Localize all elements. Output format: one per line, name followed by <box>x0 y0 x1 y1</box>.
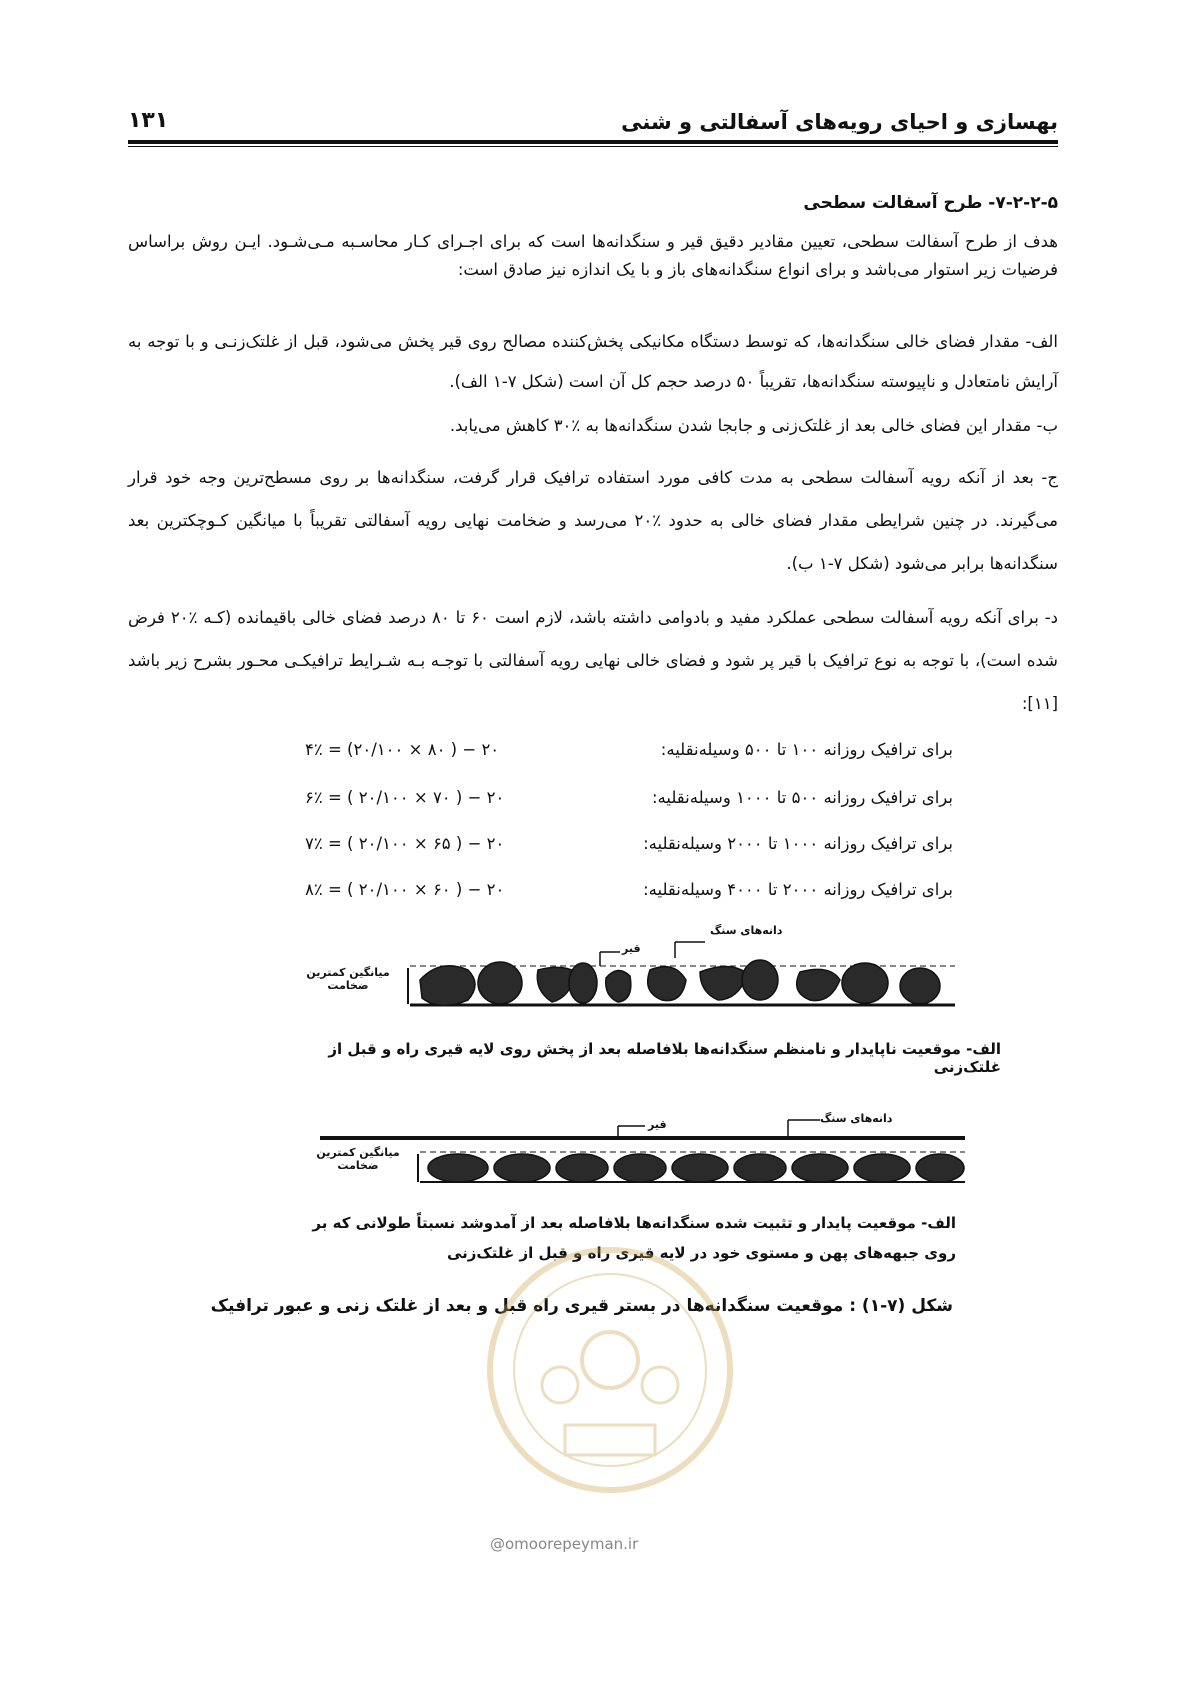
paragraph-text: الف- مقدار فضای خالی سنگدانه‌ها، که توسط دستگاه مکانیکی پخش‌کننده مصالح روی قیر پخش می‌شود، قبل از غلتک‌زنـی و با توجه به آرایش نامتعادل و ناپیوسته سنگدانه‌ها، تقریباً ۵۰ درصد حجم کل آن است (شکل ۷-۱ الف). <box>128 332 1058 391</box>
stone <box>556 1154 608 1182</box>
traffic-row-label: برای ترافیک روزانه ۵۰۰ تا ۱۰۰۰ وسیله‌نقلیه: <box>651 788 953 807</box>
stone <box>672 1154 728 1182</box>
stone <box>797 969 840 1000</box>
running-title: بهسازی و احیای رویه‌های آسفالتی و شنی <box>621 110 1058 134</box>
traffic-row-formula: ۲۰ − ( ۶۰ × ۲۰/۱۰۰ ) = ۸٪ <box>305 880 505 899</box>
stone <box>428 1154 488 1182</box>
gear-icon <box>582 1332 638 1388</box>
traffic-row-label: برای ترافیک روزانه ۱۰۰ تا ۵۰۰ وسیله‌نقلیه: <box>660 740 953 759</box>
figure-b-label-stones: دانه‌های سنگ <box>820 1112 893 1125</box>
paragraph-alef <box>128 322 1058 402</box>
figure-title: شکل (۷-۱) : موقعیت سنگدانه‌ها در بستر قیری راه قبل و بعد از غلتک زنی و عبور ترافیک <box>210 1296 953 1316</box>
stone <box>734 1154 786 1182</box>
stone <box>916 1154 964 1182</box>
paragraph-dal <box>128 596 1058 725</box>
stone <box>648 967 686 1001</box>
watermark-text: @omoorepeyman.ir <box>490 1535 639 1553</box>
page-number: ۱۳۱ <box>128 108 169 133</box>
stone <box>700 966 748 1000</box>
figure-a-caption: الف- موقعیت ناپایدار و نامنظم سنگدانه‌ها بلافاصله بعد از پخش روی لایه قیری راه و قبل از غلتک‌زنی <box>328 1040 1001 1076</box>
watermark-seal <box>480 1240 740 1500</box>
figure-a-label-stones: دانه‌های سنگ <box>710 924 783 937</box>
figure-b-caption: الف- موقعیت پایدار و تثبیت شده سنگدانه‌ها بلافاصله بعد از آمدوشد نسبتاً طولانی که بر روی جبهه‌های پهن و مستوی خود در لایه قیری راه و قبل از غلتک‌زنی <box>312 1214 956 1262</box>
header-rule <box>128 140 1058 144</box>
stone <box>614 1154 666 1182</box>
traffic-row-formula: ۲۰ − ( ۷۰ × ۲۰/۱۰۰ ) = ۶٪ <box>305 788 505 807</box>
traffic-row-label: برای ترافیک روزانه ۲۰۰۰ تا ۴۰۰۰ وسیله‌نقلیه: <box>643 880 953 899</box>
paragraph-text: ب- مقدار این فضای خالی بعد از غلتک‌زنی و جابجا شدن سنگدانه‌ها به ٪۳۰ کاهش می‌یابد. <box>449 416 1058 435</box>
seal-ring <box>514 1274 706 1466</box>
paragraph-text: د- برای آنکه رویه آسفالت سطحی عملکرد مفید و بادوامی داشته باشد، لازم است ۶۰ تا ۸۰ درصد فضای خالی باقیمانده (کـه ٪۲۰ فرض شده است)، با توجه به نوع ترافیک با قیر پر شود و فضای خالی نهایی رویه آسفالتی با توجـه بـه شـرایط ترافیکـی محـور بشرح زیر باشد [۱۱]: <box>128 608 1059 713</box>
stone <box>742 960 778 1000</box>
paragraph-text: ج- بعد از آنکه رویه آسفالت سطحی به مدت کافی مورد استفاده ترافیک قرار گرفت، سنگدانه‌ها بر روی مسطح‌ترین وجه خود قرار می‌گیرند. در چنین شرایطی مقدار فضای خالی به حدود ٪۲۰ می‌رسد و ضخامت نهایی رویه آسفالتی تقریباً با میانگین کـوچکترین بعد سنگدانه‌ها برابر می‌شود (شکل ۷-۱ ب). <box>128 468 1058 573</box>
section-heading: ۷-۲-۲-۵- طرح آسفالت سطحی <box>803 193 1058 213</box>
header-rule-thin <box>128 146 1058 147</box>
traffic-row-formula: ۲۰ − ( ۸۰ × ۲۰/۱۰۰) = ۴٪ <box>305 740 500 759</box>
stone-group <box>428 1154 964 1182</box>
paragraph-jim <box>128 456 1058 585</box>
paragraph-be <box>128 413 1058 438</box>
stone <box>606 970 631 1002</box>
figure-b-label-thickness: میانگین کمترین ضخامت <box>316 1146 400 1172</box>
figure-a-label-bitumen: قیر <box>622 942 641 955</box>
stone <box>854 1154 910 1182</box>
stone <box>792 1154 848 1182</box>
stone <box>478 962 522 1004</box>
stone <box>569 963 597 1003</box>
stone <box>900 968 940 1004</box>
paragraph-intro <box>128 228 1058 284</box>
paragraph-text: هدف از طرح آسفالت سطحی، تعیین مقادیر دقیق قیر و سنگدانه‌ها است که برای اجـرای کـار محاسـبه مـی‌شـود. ایـن روش براساس فرضیات زیر استوار می‌باشد و برای انواع سنگدانه‌های باز و با یک اندازه نیز صادق است: <box>128 232 1058 279</box>
figure-a-label-thickness: میانگین کمترین ضخامت <box>306 966 390 992</box>
stone <box>842 963 888 1003</box>
stone <box>420 966 475 1006</box>
traffic-row-formula: ۲۰ − ( ۶۵ × ۲۰/۱۰۰ ) = ۷٪ <box>305 834 505 853</box>
page-header <box>128 108 1058 142</box>
scale-icon <box>542 1367 578 1403</box>
tap-icon <box>642 1367 678 1403</box>
stone-group <box>420 960 940 1006</box>
figure-b-label-bitumen: قیر <box>648 1118 667 1131</box>
stone <box>494 1154 550 1182</box>
brick-icon <box>565 1425 655 1455</box>
traffic-row-label: برای ترافیک روزانه ۱۰۰۰ تا ۲۰۰۰ وسیله‌نقلیه: <box>643 834 953 853</box>
